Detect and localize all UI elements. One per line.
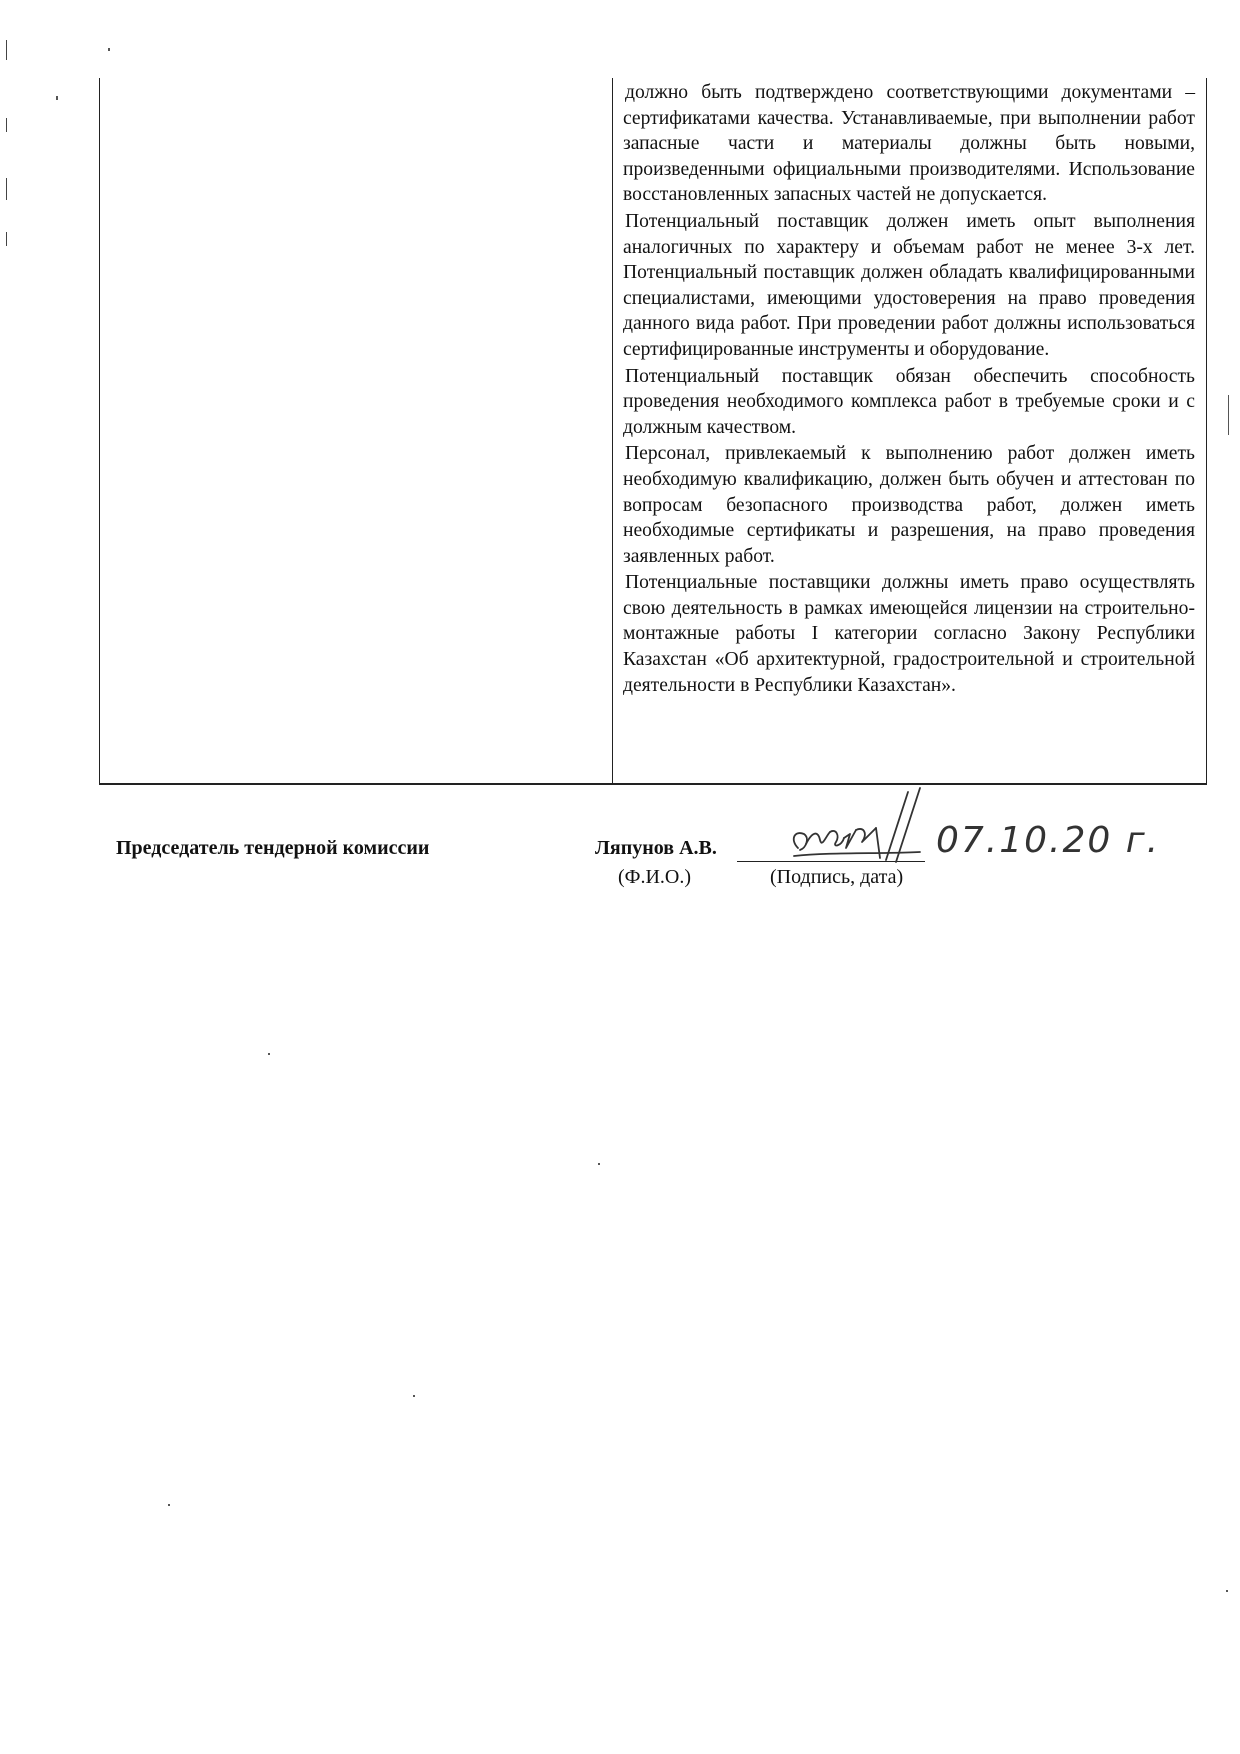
scan-speck [108,48,110,51]
signatory-name: Ляпунов А.В. [595,837,717,859]
requirements-paragraph: должно быть подтверждено соответствующими документами – сертификатами качества. Устанавливаемые, при выполнении работ запасные части и материалы должны быть новыми, произведенными официальными производителями. Использование восстановленных запасных частей не допускается. [623,82,1195,206]
scan-edge-mark [6,118,7,132]
table-column-divider [612,78,613,784]
signatory-role: Председатель тендерной комиссии [116,837,430,859]
scan-speck [1228,395,1229,435]
requirements-paragraph: Потенциальный поставщик обязан обеспечить способность проведения необходимого комплекса работ в требуемые сроки и с должным качеством. [623,365,1195,438]
scan-speck [168,1504,170,1506]
scan-speck [413,1395,415,1397]
scan-edge-mark [6,40,7,60]
scan-speck [268,1053,270,1055]
scan-speck [598,1163,600,1165]
table-border-left [99,78,100,784]
scan-edge-mark [6,178,7,200]
scan-edge-mark [6,232,7,246]
requirements-paragraph: Потенциальные поставщики должны иметь право осуществлять свою деятельность в рамках имеющейся лицензии на строительно-монтажные работы I категории согласно Закону Республики Казахстан «Об архитектурной, градостроительной и строительной деятельности в Республики Казахстан». [623,572,1195,696]
signature-caption: (Подпись, дата) [770,866,904,888]
table-border-bottom [99,783,1207,785]
table-border-right [1206,78,1207,784]
requirements-paragraph: Потенциальный поставщик должен иметь опыт выполнения аналогичных по характеру и объемам работ не менее 3-х лет. Потенциальный поставщик должен обладать квалифицированными специалистами, имеющими удостоверения на право проведения данного вида работ. При проведении работ должны использоваться сертифицированные инструменты и оборудование. [623,210,1195,360]
fio-caption: (Ф.И.О.) [618,866,692,888]
scan-speck [1226,1590,1228,1592]
handwritten-date: 07.10.20 г. [936,820,1161,861]
handwritten-signature [780,778,940,878]
requirements-paragraph: Персонал, привлекаемый к выполнению работ должен иметь необходимую квалификацию, должен быть обучен и аттестован по вопросам безопасного производства работ, должен иметь необходимые сертификаты и разрешения, на право проведения заявленных работ. [623,443,1195,567]
scan-speck [56,96,58,100]
requirements-cell [623,80,1195,698]
